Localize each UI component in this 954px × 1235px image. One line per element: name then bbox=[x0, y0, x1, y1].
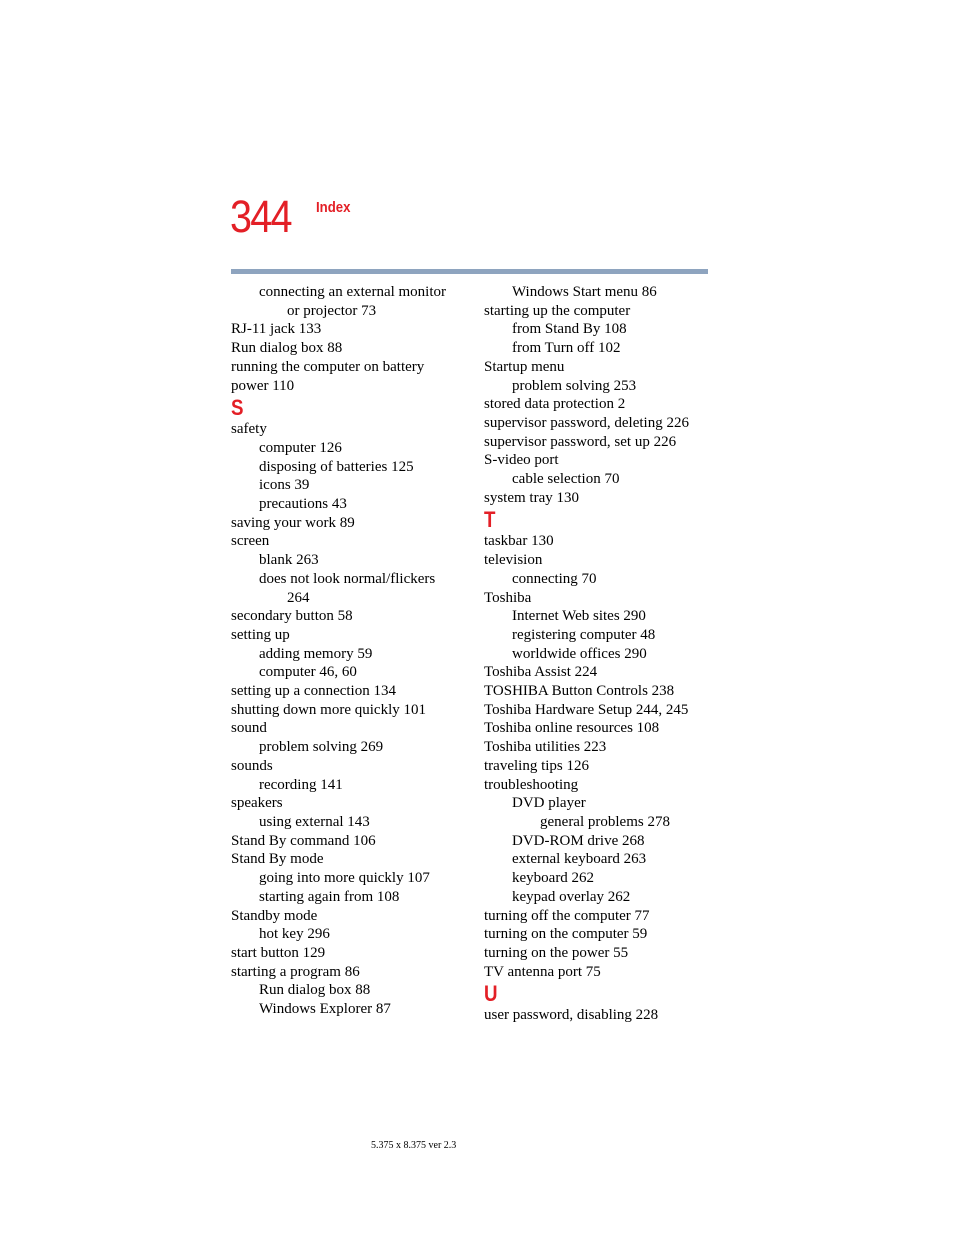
index-entry-level-1: setting up a connection 134 bbox=[231, 683, 396, 700]
index-entry-level-1: TOSHIBA Button Controls 238 bbox=[484, 683, 675, 700]
index-entry-level-2: adding memory 59 bbox=[259, 645, 373, 662]
index-entry-level-2: connecting an external monitor bbox=[259, 284, 447, 300]
index-entry-level-2: keyboard 262 bbox=[512, 870, 595, 887]
index-entry-level-1: screen bbox=[231, 533, 270, 550]
index-entry-level-2: disposing of batteries 125 bbox=[259, 458, 414, 475]
index-entry-level-2: starting again from 108 bbox=[259, 888, 400, 905]
index-entry-level-2: problem solving 269 bbox=[259, 739, 384, 756]
index-entry-level-1: turning on the power 55 bbox=[484, 944, 629, 961]
index-entry-continuation: or projector 73 bbox=[287, 302, 377, 319]
index-letter-heading: S bbox=[231, 395, 244, 421]
index-entry-level-2: from Stand By 108 bbox=[512, 321, 627, 338]
index-letter-heading: U bbox=[484, 981, 498, 1007]
index-entry-level-1: troubleshooting bbox=[484, 776, 579, 793]
index-column-left bbox=[231, 283, 456, 1019]
index-entry-level-1: setting up bbox=[231, 626, 290, 643]
index-entry-level-2: DVD player bbox=[512, 795, 586, 812]
index-entry-level-1: safety bbox=[231, 421, 267, 438]
section-title: Index bbox=[316, 199, 351, 216]
index-entry-level-2: worldwide offices 290 bbox=[512, 645, 647, 662]
index-entry-level-2: Run dialog box 88 bbox=[259, 982, 371, 999]
index-entry-continuation: 264 bbox=[287, 589, 310, 606]
index-entry-level-1: shutting down more quickly 101 bbox=[231, 701, 426, 718]
index-entry-level-2: registering computer 48 bbox=[512, 626, 656, 643]
index-entry-level-1: user password, disabling 228 bbox=[484, 1007, 659, 1024]
index-column-right bbox=[484, 283, 709, 1025]
index-entry-level-1: starting up the computer bbox=[484, 302, 631, 319]
index-entry-level-1: Toshiba Hardware Setup 244, 245 bbox=[484, 701, 689, 718]
index-entry-level-1: TV antenna port 75 bbox=[484, 963, 601, 980]
header-rule bbox=[231, 269, 708, 274]
index-entry-level-1: television bbox=[484, 552, 543, 569]
index-entry-level-1: supervisor password, deleting 226 bbox=[484, 414, 689, 431]
index-entry-level-1: system tray 130 bbox=[484, 489, 579, 506]
index-entry-level-2: going into more quickly 107 bbox=[259, 870, 430, 887]
index-entry-level-1: Run dialog box 88 bbox=[231, 340, 343, 357]
index-entry-level-1: supervisor password, set up 226 bbox=[484, 433, 677, 450]
index-entry-level-2: keypad overlay 262 bbox=[512, 888, 631, 905]
index-entry-level-1: running the computer on battery bbox=[231, 358, 425, 375]
index-entry-level-2: DVD-ROM drive 268 bbox=[512, 832, 645, 849]
index-entry-level-1: saving your work 89 bbox=[231, 514, 355, 531]
index-entry-level-2: cable selection 70 bbox=[512, 471, 620, 488]
index-entry-level-1: turning on the computer 59 bbox=[484, 926, 648, 943]
index-entry-level-1: secondary button 58 bbox=[231, 608, 353, 625]
index-entry-level-1: turning off the computer 77 bbox=[484, 907, 650, 924]
index-entry-level-2: blank 263 bbox=[259, 552, 319, 569]
index-entry-level-2: from Turn off 102 bbox=[512, 340, 621, 357]
index-entry-level-1: sound bbox=[231, 720, 267, 737]
index-entry-level-2: Internet Web sites 290 bbox=[512, 608, 646, 625]
page-number: 344 bbox=[230, 191, 291, 242]
index-entry-level-3: general problems 278 bbox=[540, 813, 670, 830]
index-entry-level-1: start button 129 bbox=[231, 944, 326, 961]
index-entry-level-2: Windows Explorer 87 bbox=[259, 1001, 391, 1018]
index-entry-level-2: Windows Start menu 86 bbox=[512, 284, 657, 300]
index-entry-level-2: recording 141 bbox=[259, 776, 343, 793]
index-entry-level-1: Stand By mode bbox=[231, 851, 324, 868]
index-entry-level-2: connecting 70 bbox=[512, 570, 597, 587]
index-entry-level-1: Startup menu bbox=[484, 358, 565, 375]
index-entry-level-2: icons 39 bbox=[259, 477, 310, 494]
index-entry-level-1: Toshiba utilities 223 bbox=[484, 739, 607, 756]
index-entry-level-1: S-video port bbox=[484, 452, 559, 469]
index-entry-level-1: Standby mode bbox=[231, 907, 318, 924]
index-entry-level-1: Toshiba Assist 224 bbox=[484, 664, 598, 681]
index-entry-level-2: external keyboard 263 bbox=[512, 851, 647, 868]
index-entry-level-1: stored data protection 2 bbox=[484, 396, 626, 413]
index-entry-level-2: hot key 296 bbox=[259, 926, 330, 943]
index-entry-level-2: problem solving 253 bbox=[512, 377, 637, 394]
index-letter-heading: T bbox=[484, 507, 496, 533]
index-entry-level-2: does not look normal/flickers bbox=[259, 570, 436, 587]
index-entry-continuation: power 110 bbox=[231, 377, 295, 394]
index-entry-level-1: traveling tips 126 bbox=[484, 757, 589, 774]
index-entry-level-1: Toshiba bbox=[484, 589, 532, 606]
footer-print-spec: 5.375 x 8.375 ver 2.3 bbox=[371, 1140, 457, 1151]
index-entry-level-1: speakers bbox=[231, 795, 283, 812]
index-entry-level-2: computer 46, 60 bbox=[259, 664, 357, 681]
index-entry-level-1: taskbar 130 bbox=[484, 533, 554, 550]
index-entry-level-2: computer 126 bbox=[259, 439, 342, 456]
index-entry-level-1: Stand By command 106 bbox=[231, 832, 376, 849]
index-entry-level-2: precautions 43 bbox=[259, 496, 347, 513]
index-entry-level-1: Toshiba online resources 108 bbox=[484, 720, 660, 737]
index-entry-level-1: RJ-11 jack 133 bbox=[231, 321, 322, 338]
index-entry-level-2: using external 143 bbox=[259, 813, 370, 830]
index-entry-level-1: sounds bbox=[231, 757, 273, 774]
index-entry-level-1: starting a program 86 bbox=[231, 963, 360, 980]
